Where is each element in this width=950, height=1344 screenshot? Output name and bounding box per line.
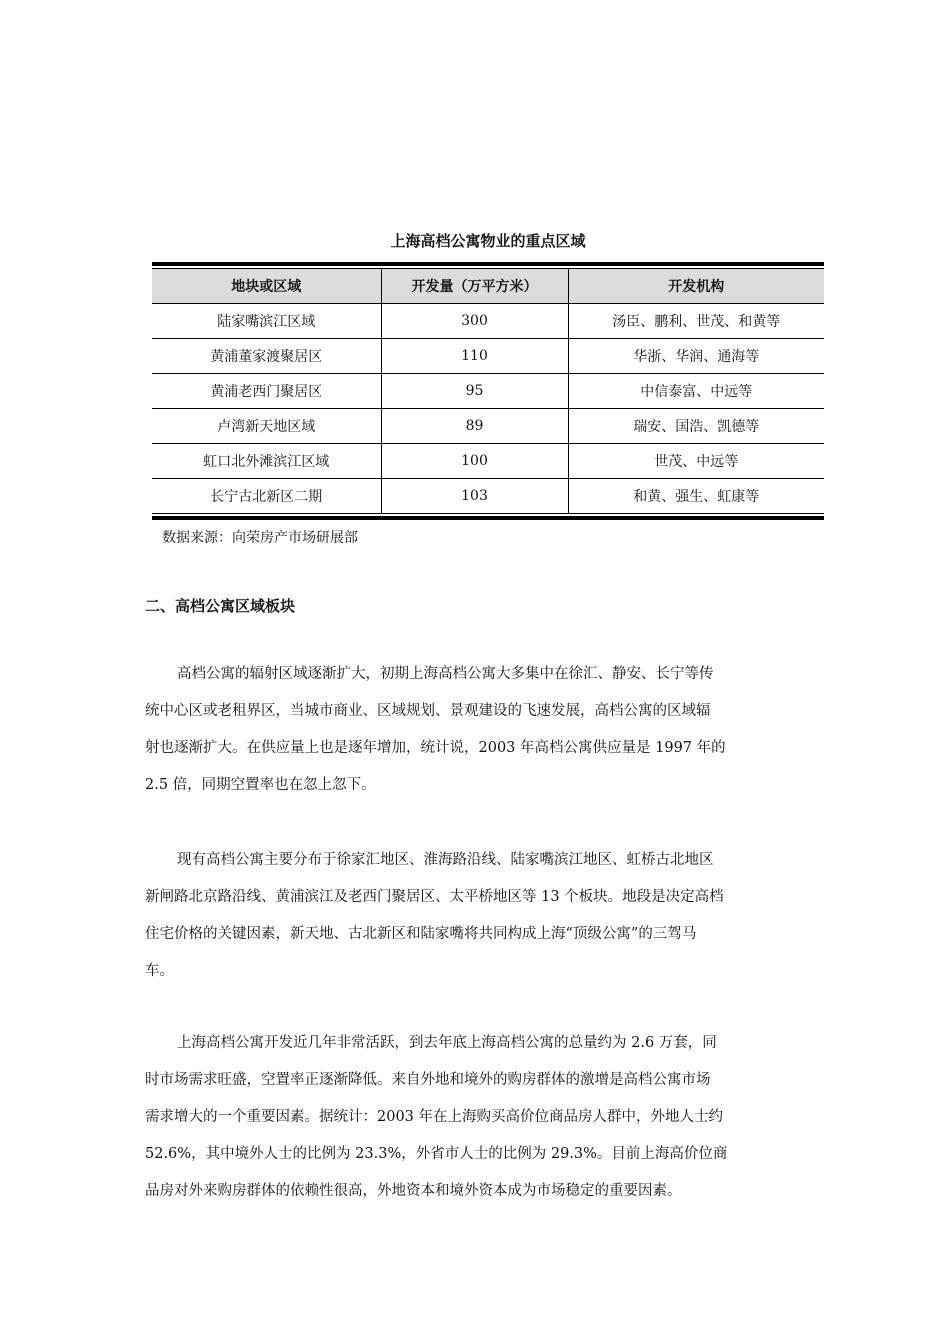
cell-region: 长宁古北新区二期	[210, 489, 323, 505]
paragraph-line: 住宅价格的关键因素，新天地、古北新区和陆家嘴将共同构成上海“顶级公寓”的三驾马	[145, 926, 697, 942]
cell-volume: 110	[381, 339, 568, 374]
header-region: 地块或区域	[152, 269, 381, 304]
paragraph-line: 统中心区或老租界区，当城市商业、区域规划、景观建设的飞速发展，高档公寓的区域辐	[145, 703, 711, 719]
cell-developer: 世茂、中远等	[568, 444, 824, 479]
paragraph-line: 52.6%，其中境外人士的比例为 23.3%，外省市人士的比例为 29.3%。目前上海高价位商	[145, 1146, 728, 1162]
table-header-row	[152, 269, 824, 304]
cell-region: 黄浦老西门聚居区	[152, 374, 381, 409]
paragraph-line: 品房对外来购房群体的依赖性很高，外地资本和境外资本成为市场稳定的重要因素。	[145, 1183, 682, 1199]
cell-developer: 华浙、华润、通海等	[568, 339, 824, 374]
cell-volume: 95	[381, 374, 568, 409]
paragraph-line: 新闸路北京路沿线、黄浦滨江及老西门聚居区、太平桥地区等 13 个板块。地段是决定高档	[145, 889, 724, 905]
paragraph-line: 现有高档公寓主要分布于徐家汇地区、淮海路沿线、陆家嘴滨江地区、虹桥古北地区	[177, 852, 714, 868]
cell-region: 黄浦董家渡聚居区	[152, 339, 381, 374]
cell-region: 卢湾新天地区域	[152, 409, 381, 444]
cell-volume: 100	[381, 444, 568, 479]
cell-developer: 瑞安、国浩、凯德等	[568, 409, 824, 444]
paragraph	[145, 656, 808, 804]
paragraph-line: 上海高档公寓开发近几年非常活跃，到去年底上海高档公寓的总量约为 2.6 万套，同	[177, 1035, 717, 1051]
table-title: 上海高档公寓物业的重点区域	[390, 232, 586, 250]
cell-region: 陆家嘴滨江区域	[152, 304, 381, 339]
paragraph	[145, 842, 808, 990]
table-row	[152, 339, 824, 374]
table-row	[152, 374, 824, 409]
paragraph	[145, 1025, 808, 1210]
cell-region: 虹口北外滩滨江区域	[152, 444, 381, 479]
table-row	[152, 304, 824, 339]
paragraph-line: 射也逐渐扩大。在供应量上也是逐年增加，统计说，2003 年高档公寓供应量是 1997 年的	[145, 740, 726, 756]
cell-volume: 103	[381, 479, 568, 514]
data-source-note: 数据来源：向荣房产市场研展部	[162, 530, 358, 546]
cell-developer: 和黄、强生、虹康等	[568, 479, 824, 514]
paragraph-line: 高档公寓的辐射区域逐渐扩大，初期上海高档公寓大多集中在徐汇、静安、长宁等传	[177, 666, 714, 682]
paragraph-line: 时市场需求旺盛，空置率正逐渐降低。来自外地和境外的购房群体的激增是高档公寓市场	[145, 1072, 711, 1088]
cell-volume: 89	[381, 409, 568, 444]
paragraph-line: 2.5 倍，同期空置率也在忽上忽下。	[145, 777, 376, 793]
cell-developer: 中信泰富、中远等	[568, 374, 824, 409]
table-bottom-thin-rule	[152, 513, 824, 514]
table-top-rule	[152, 262, 824, 266]
cell-developer: 汤臣、鹏利、世茂、和黄等	[568, 304, 824, 339]
data-table	[152, 262, 824, 520]
table-row	[152, 409, 824, 444]
cell-volume: 300	[381, 304, 568, 339]
section-heading: 二、高档公寓区域板块	[145, 597, 296, 615]
table-row	[152, 444, 824, 479]
header-developer: 开发机构	[568, 269, 824, 304]
table-bottom-rule	[152, 516, 824, 520]
paragraph-line: 需求增大的一个重要因素。据统计：2003 年在上海购买高价位商品房人群中，外地人士约	[145, 1109, 724, 1125]
paragraph-line: 车。	[145, 963, 174, 979]
table-row	[152, 479, 824, 514]
header-volume: 开发量（万平方米）	[381, 269, 568, 304]
